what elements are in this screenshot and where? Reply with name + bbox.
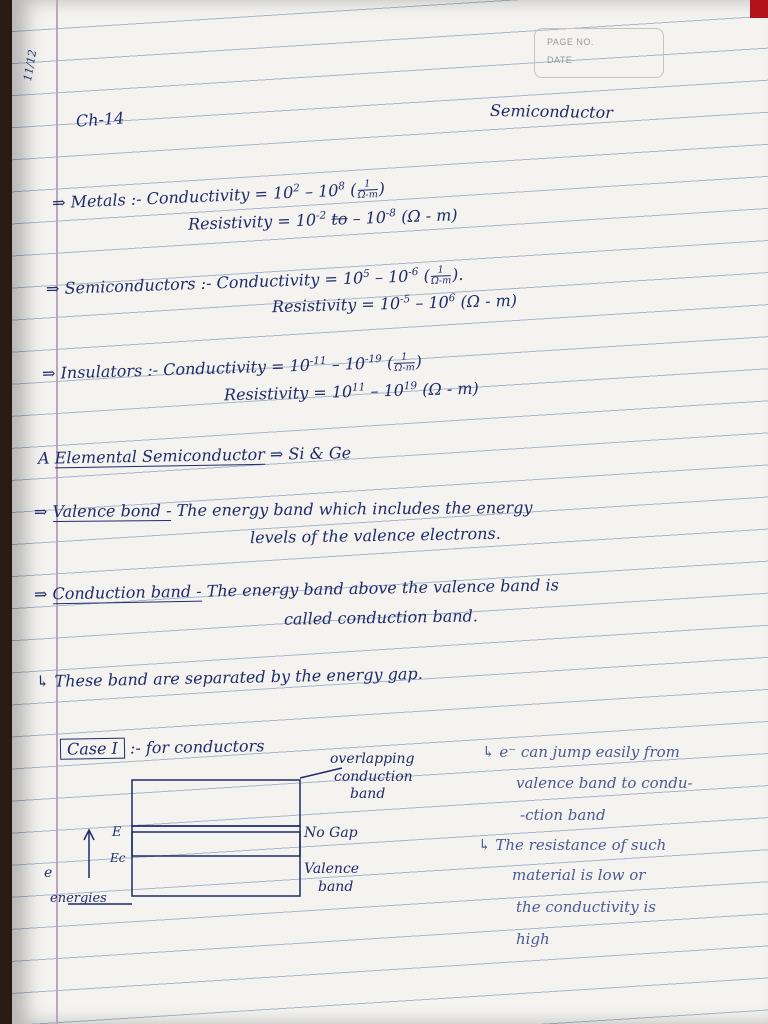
conduction-line-1: ⇒ Conduction band - The energy band above the valence band is — [33, 575, 560, 604]
axis-energies-label: energies — [50, 891, 107, 906]
unit-fraction: $\frac{1}{\Omega-m}$ — [394, 351, 415, 374]
value: 10 — [317, 180, 339, 201]
case1-title: :- for conductors — [129, 736, 265, 758]
date-label: DATE — [547, 55, 573, 65]
notebook-page — [12, 0, 768, 1024]
valence-line-2: levels of the valence electrons. — [249, 523, 501, 548]
semiconductors-label: Semiconductors :- — [64, 273, 212, 298]
label-valence: Valence — [304, 861, 360, 877]
valence-line-1: ⇒ Valence bond - The energy band which includes the energy — [33, 497, 533, 522]
side-note-1-line-1: ↳ e⁻ can jump easily from — [482, 743, 680, 761]
unit-fraction: $\frac{1}{\Omega-m}$ — [430, 264, 452, 287]
axis-e-label: E — [112, 825, 122, 840]
side-note-2-line-2: material is low or — [512, 866, 646, 884]
exponent: 2 — [292, 182, 301, 195]
side-note-2-line-3: the conductivity is — [516, 898, 656, 916]
valence-band-rect — [132, 832, 300, 896]
side-note-1-line-2: valence band to condu- — [516, 774, 693, 792]
overlap-rect — [132, 826, 300, 856]
value: 10 — [272, 182, 294, 203]
conduction-line-2: called conduction band. — [283, 606, 479, 629]
axis-electron-label: e — [44, 865, 53, 881]
resistivity-label: Resistivity = — [187, 211, 292, 234]
exponent: 8 — [338, 180, 346, 193]
subject-title: Semiconductor — [489, 100, 614, 123]
conduction-term: Conduction band - — [52, 581, 202, 604]
gap-note: ↳ These band are separated by the energy gap. — [35, 663, 423, 692]
to-word: to — [331, 209, 348, 229]
side-note-2-line-4: high — [516, 930, 550, 948]
elemental-answer: Si & Ge — [288, 443, 352, 464]
chapter-label: Ch-14 — [75, 108, 125, 131]
semiconductors-conductivity-line: ⇒ Semiconductors :- Conductivity = $10^5 - 10^{-6}$ ( $\frac{1}{\Omega-m}$ ). — [45, 264, 464, 299]
unit-fraction: $\frac{1}{\Omega-m}$ — [357, 178, 379, 201]
side-note-1-line-3: -ction band — [520, 806, 606, 824]
valence-term: Valence bond - — [52, 500, 172, 522]
case1-box: Case I — [60, 738, 125, 760]
red-corner — [750, 0, 768, 18]
label-conduction: conduction — [334, 769, 413, 785]
conductivity-label: Conductivity = — [146, 183, 269, 209]
semiconductors-resistivity-line: Resistivity = $10^{-5} - 10^6$ (Ω - m) — [271, 290, 518, 317]
label-valence-band: band — [318, 879, 354, 895]
elemental-term: Elemental Semiconductor — [54, 444, 266, 468]
bullet-arrow: ⇒ — [51, 192, 66, 213]
side-note-2-line-1: ↳ The resistance of such — [478, 836, 667, 854]
label-no-gap: No Gap — [304, 825, 358, 841]
band-diagram — [12, 0, 768, 1024]
insulators-resistivity-line: Resistivity = $10^{11} - 10^{19}$ (Ω - m) — [223, 378, 479, 405]
insulators-label: Insulators :- — [60, 360, 159, 383]
margin-date: 11/12 — [21, 48, 40, 83]
label-overlapping: overlapping — [330, 751, 415, 767]
page-no-label: PAGE NO. — [547, 37, 594, 47]
elemental-line: A Elemental Semiconductor ⇒ Si & Ge — [37, 443, 352, 468]
insulators-conductivity-line: ⇒ Insulators :- Conductivity = $10^{-11} - 10^{-19}$ ( $\frac{1}{\Omega-m}$ ) — [41, 351, 423, 384]
metals-resistivity-line: Resistivity = $10^{-2}$ to – $10^{-8}$ (Ω - m) — [187, 205, 458, 234]
axis-ec-label: Ec — [110, 851, 126, 865]
metals-conductivity-line: ⇒ Metals :- Conductivity = $10^2 - 10^8$ ( $\frac{1}{\Omega-m}$ ) — [51, 178, 386, 213]
conduction-band-rect — [132, 780, 300, 826]
metals-label: Metals :- — [70, 189, 142, 212]
label-band: band — [350, 786, 386, 802]
